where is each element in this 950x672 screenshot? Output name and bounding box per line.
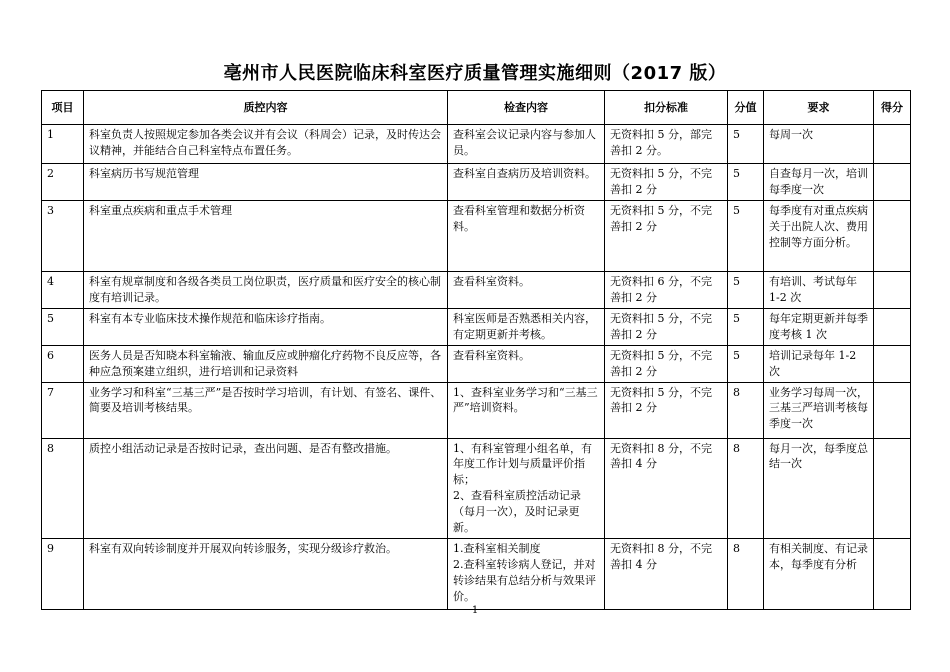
table-row	[42, 345, 911, 382]
row-content: 科室有规章制度和各级各类员工岗位职责，医疗质量和医疗安全的核心制度有培训记录。	[84, 271, 448, 308]
header-no: 项目	[42, 91, 84, 125]
row-check: 查科室自查病历及培训资料。	[448, 164, 605, 201]
row-number: 9	[42, 539, 84, 610]
check-line: 2、查看科室质控活动记录（每月一次），及时记录更新。	[453, 489, 581, 535]
row-content: 科室负责人按照规定参加各类会议并有会议（科周会）记录，及时传达会议精神，并能结合自己科室特点布置任务。	[84, 125, 448, 164]
row-deduction: 无资料扣 8 分，不完善扣 4 分	[605, 438, 728, 539]
row-score: 5	[728, 271, 764, 308]
table-row	[42, 539, 911, 610]
row-content: 科室病历书写规范管理	[84, 164, 448, 201]
row-content: 业务学习和科室“三基三严”是否按时学习培训，有计划、有签名、课件、简要及培训考核结果。	[84, 382, 448, 438]
row-number: 3	[42, 200, 84, 271]
row-score: 5	[728, 345, 764, 382]
row-score: 5	[728, 125, 764, 164]
row-requirement: 自查每月一次，培训每季度一次	[764, 164, 874, 201]
header-deduction: 扣分标准	[605, 91, 728, 125]
row-points	[874, 438, 911, 539]
row-requirement: 每月一次，每季度总结一次	[764, 438, 874, 539]
row-content: 质控小组活动记录是否按时记录，查出问题、是否有整改措施。	[84, 438, 448, 539]
check-line: 1、有科室管理小组名单，有年度工作计划与质量评价指标；	[453, 441, 592, 487]
row-points	[874, 164, 911, 201]
row-requirement: 每年定期更新并每季度考核 1 次	[764, 308, 874, 345]
row-number: 8	[42, 438, 84, 539]
row-number: 1	[42, 125, 84, 164]
row-check: 查科室会议记录内容与参加人员。	[448, 125, 605, 164]
row-requirement: 有相关制度、有记录本，每季度有分析	[764, 539, 874, 610]
row-deduction: 无资料扣 8 分，不完善扣 4 分	[605, 539, 728, 610]
row-points	[874, 345, 911, 382]
row-requirement: 每周一次	[764, 125, 874, 164]
check-line: 2.查科室转诊病人登记，并对转诊结果有总结分析与效果评价。	[453, 558, 596, 603]
row-deduction: 无资料扣 5 分，不完善扣 2 分	[605, 308, 728, 345]
row-score: 8	[728, 539, 764, 610]
row-check	[448, 438, 605, 539]
row-points	[874, 125, 911, 164]
header-score: 分值	[728, 91, 764, 125]
row-content: 科室重点疾病和重点手术管理	[84, 200, 448, 271]
row-check: 查看科室管理和数据分析资料。	[448, 200, 605, 271]
row-points	[874, 200, 911, 271]
table-row	[42, 271, 911, 308]
row-check: 科室医师是否熟悉相关内容，有定期更新并考核。	[448, 308, 605, 345]
table-row	[42, 308, 911, 345]
table-row	[42, 438, 911, 539]
row-points	[874, 382, 911, 438]
row-deduction: 无资料扣 5 分，不完善扣 2 分	[605, 200, 728, 271]
row-points	[874, 271, 911, 308]
row-content: 科室有本专业临床技术操作规范和临床诊疗指南。	[84, 308, 448, 345]
quality-management-table	[41, 90, 911, 610]
header-content: 质控内容	[84, 91, 448, 125]
row-requirement: 培训记录每年 1-2 次	[764, 345, 874, 382]
table-row	[42, 382, 911, 438]
page-number: 1	[471, 605, 479, 616]
row-requirement: 每季度有对重点疾病关于出院人次、费用控制等方面分析。	[764, 200, 874, 271]
row-points	[874, 539, 911, 610]
document-title: 亳州市人民医院临床科室医疗质量管理实施细则（2017 版）	[223, 63, 727, 84]
header-requirement: 要求	[764, 91, 874, 125]
row-requirement: 业务学习每周一次，三基三严培训考核每季度一次	[764, 382, 874, 438]
row-check	[448, 539, 605, 610]
table-header-row	[42, 91, 911, 125]
row-check: 1、查科室业务学习和“三基三严”培训资料。	[448, 382, 605, 438]
row-number: 2	[42, 164, 84, 201]
row-requirement: 有培训、考试每年 1-2 次	[764, 271, 874, 308]
row-content: 科室有双向转诊制度并开展双向转诊服务，实现分级诊疗救治。	[84, 539, 448, 610]
row-number: 7	[42, 382, 84, 438]
row-content: 医务人员是否知晓本科室输液、输血反应或肿瘤化疗药物不良反应等，各种应急预案建立组织，进行培训和记录资料	[84, 345, 448, 382]
row-deduction: 无资料扣 5 分，不完善扣 2 分	[605, 164, 728, 201]
row-check: 查看科室资料。	[448, 271, 605, 308]
row-score: 8	[728, 382, 764, 438]
row-number: 6	[42, 345, 84, 382]
row-number: 4	[42, 271, 84, 308]
check-line: 1.查科室相关制度	[453, 542, 541, 556]
row-number: 5	[42, 308, 84, 345]
row-deduction: 无资料扣 5 分，不完善扣 2 分	[605, 382, 728, 438]
table-row	[42, 125, 911, 164]
table-row	[42, 200, 911, 271]
row-score: 5	[728, 308, 764, 345]
header-check: 检查内容	[448, 91, 605, 125]
row-score: 5	[728, 200, 764, 271]
row-deduction: 无资料扣 5 分，部完善扣 2 分。	[605, 125, 728, 164]
row-deduction: 无资料扣 6 分，不完善扣 2 分	[605, 271, 728, 308]
table-row	[42, 164, 911, 201]
row-points	[874, 308, 911, 345]
row-check: 查看科室资料。	[448, 345, 605, 382]
header-points: 得分	[874, 91, 911, 125]
row-score: 5	[728, 164, 764, 201]
row-score: 8	[728, 438, 764, 539]
row-deduction: 无资料扣 5 分，不完善扣 2 分	[605, 345, 728, 382]
